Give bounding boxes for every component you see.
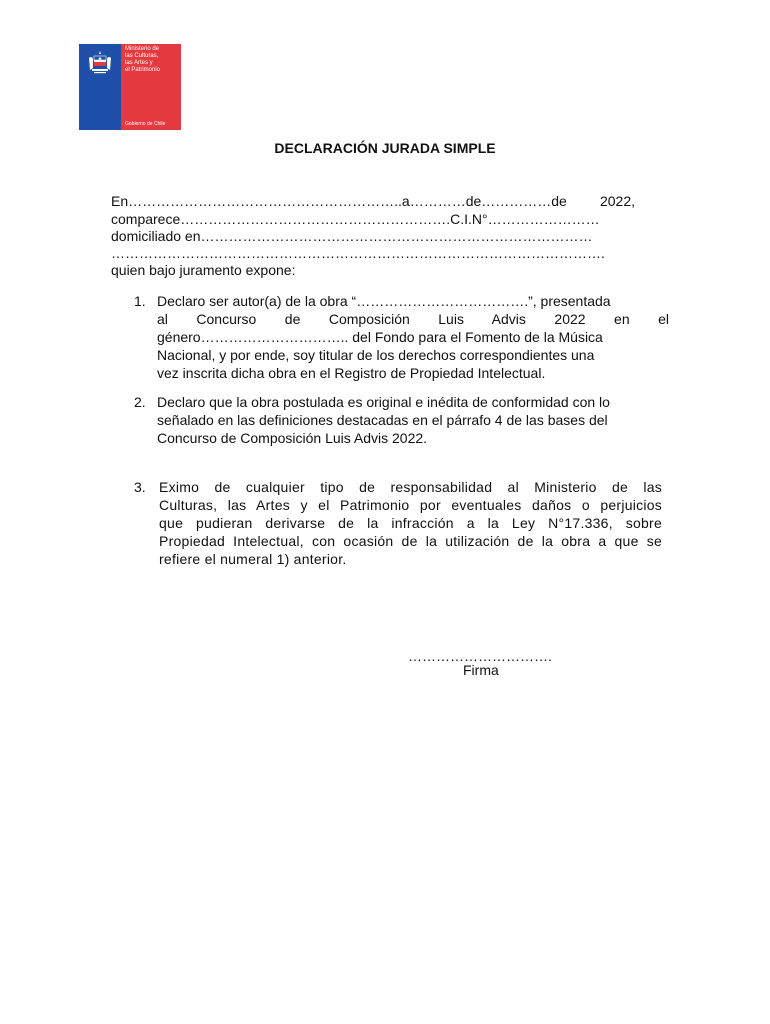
declaration-item-3 — [159, 478, 662, 568]
item-number: 3. — [134, 479, 146, 495]
item-line: que pudieran derivarse de la infracción a la Ley N°17.336, sobre — [159, 515, 662, 531]
logo-ministry-text: Ministerio de las Culturas, las Artes y el Patrimonio — [125, 46, 161, 73]
item-number: 1. — [134, 293, 146, 309]
document-title: DECLARACIÓN JURADA SIMPLE — [274, 140, 496, 156]
signature-line: …………………………. — [408, 648, 552, 664]
item-line: género………………………….. del Fondo para el Fomento de la Música — [157, 329, 603, 345]
item-line: refiere el numeral 1) anterior. — [159, 551, 347, 567]
domicilio-line: domiciliado en………………………………………………………………………… — [111, 228, 593, 244]
item-line: al Concurso de Composición Luis Advis 2022 en el — [157, 311, 669, 327]
item-number: 2. — [134, 394, 146, 410]
item-line: Concurso de Composición Luis Advis 2022. — [157, 430, 428, 446]
comparece-line: comparece………………………………………………….C.I.N°…………………… — [111, 211, 600, 227]
declaration-item-1 — [157, 292, 669, 382]
ministry-logo — [79, 44, 181, 130]
logo-blue-panel — [79, 44, 121, 130]
item-line: Culturas, las Artes y el Patrimonio por eventuales daños o perjuicios — [159, 497, 662, 513]
oath-line: quien bajo juramento expone: — [111, 262, 296, 278]
chilean-crest-icon — [85, 48, 115, 78]
item-line: señalado en las definiciones destacadas en el párrafo 4 de las bases del — [157, 412, 608, 428]
item-line: Declaro que la obra postulada es original e inédita de conformidad con lo — [157, 394, 610, 410]
date-line: En…………………………………………………..a…………de……………de 2022, — [111, 193, 635, 209]
logo-red-panel — [121, 44, 181, 130]
item-line: Eximo de cualquier tipo de responsabilidad al Ministerio de las — [159, 479, 662, 495]
item-line: vez inscrita dicha obra en el Registro de Propiedad Intelectual. — [157, 365, 546, 381]
signature-label: Firma — [463, 662, 499, 678]
item-line: Nacional, y por ende, soy titular de los derechos correspondientes una — [157, 347, 595, 363]
item-line: Propiedad Intelectual, con ocasión de la utilización de la obra a que se — [159, 533, 662, 549]
logo-gobierno-text: Gobierno de Chile — [125, 121, 166, 127]
declaration-item-2 — [157, 393, 662, 447]
item-line: Declaro ser autor(a) de la obra “……………………………….”, presentada — [157, 293, 611, 309]
dotted-line: ……………………………………………………………………………………………. — [111, 245, 605, 261]
